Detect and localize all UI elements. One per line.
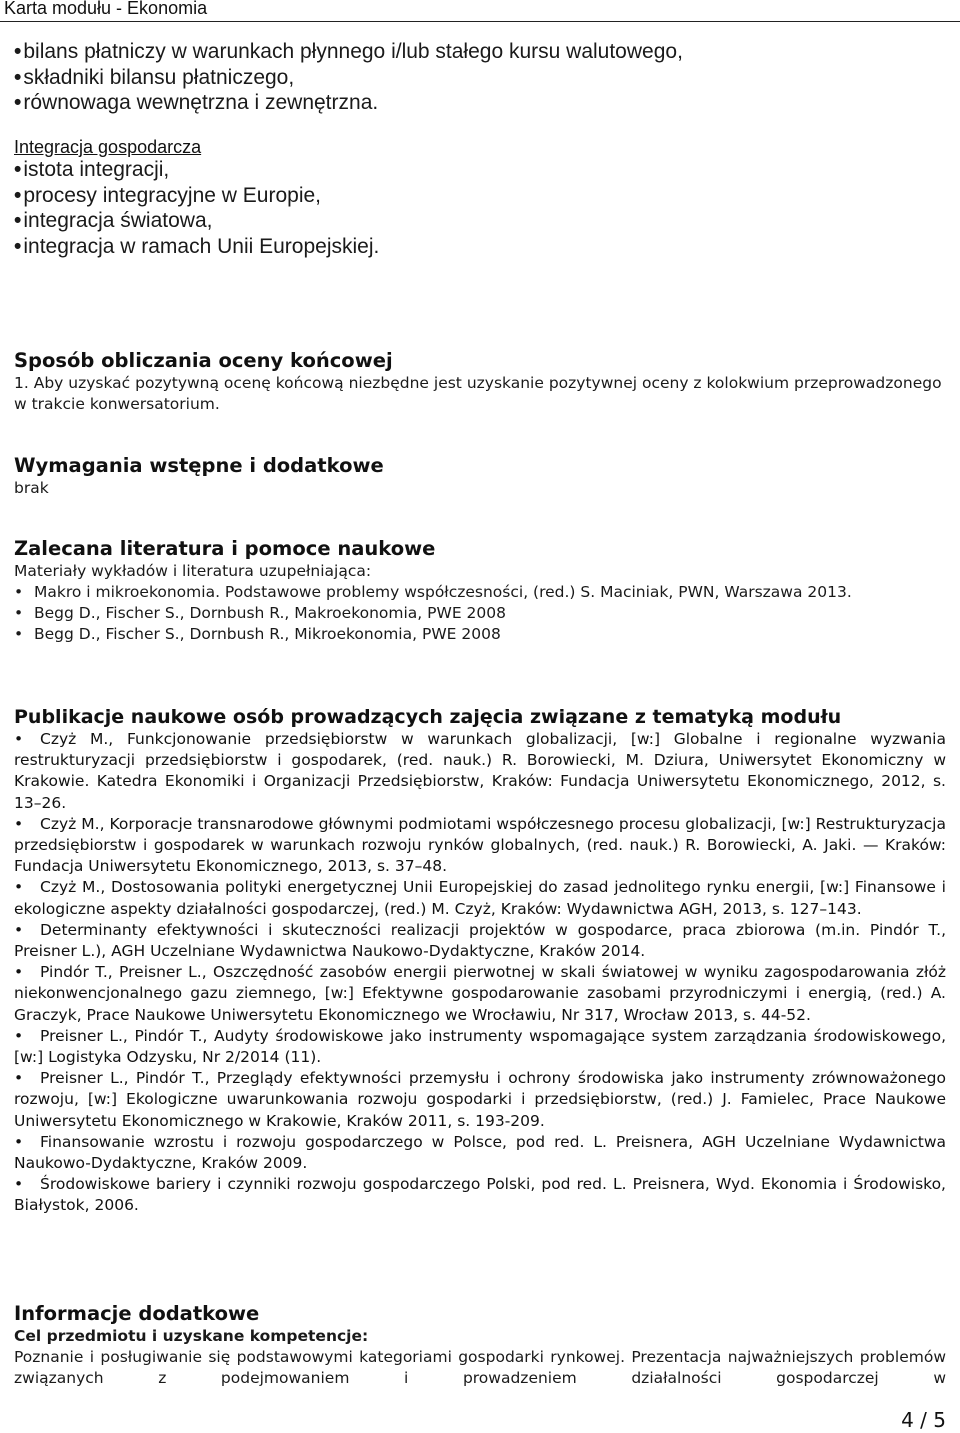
requirements-text: brak (14, 479, 49, 497)
integration-list (14, 157, 946, 259)
list-item: • bilans płatniczy w warunkach płynnego i/lub stałego kursu walutowego, (14, 39, 946, 65)
list-item: • równowaga wewnętrzna i zewnętrzna. (14, 90, 946, 116)
list-item: • Begg D., Fischer S., Dornbush R., Makroekonomia, PWE 2008 (14, 604, 507, 622)
list-item: • Pindór T., Preisner L., Oszczędność zasobów energii pierwotnej w skali światowej w wyniku zagospodarowania złóż niekonwencjonalnego gazu ziemnego, [w:] Efektywne gospodarowanie zasobami przyrodniczymi i energią, (red.) A. Graczyk, Prace Naukowe Uniwersytetu Ekonomicznego we Wrocławiu, Nr 317, Wrocław 2013, s. 44-52. (14, 963, 946, 1024)
intro-list (14, 39, 946, 116)
list-item: • procesy integracyjne w Europie, (14, 183, 946, 209)
requirements-section (14, 454, 946, 499)
literature-list (14, 582, 946, 645)
list-item: • Środowiskowe bariery i czynniki rozwoju gospodarczego Polski, pod red. L. Preisnera, Wyd. Ekonomia i Środowisko, Białystok, 2006. (14, 1175, 946, 1215)
additional-text: Poznanie i posługiwanie się podstawowymi kategoriami gospodarki rynkowej. Prezentacja najważniejszych problemów związanych z podejmowaniem i prowadzeniem działalności gospodarczej w (14, 1348, 946, 1387)
list-item: • Finansowanie wzrostu i rozwoju gospodarczego w Polsce, pod red. L. Preisnera, AGH Uczelniane Wydawnictwa Naukowo-Dydaktyczne, Kraków 2009. (14, 1132, 946, 1173)
list-item: • Determinanty efektywności i skuteczności realizacji projektów w gospodarce, praca zbiorowa (m.in. Pindór T., Preisner L.), AGH Uczelniane Wydawnictwa Naukowo-Dydaktyczne, Kraków 2014. (14, 920, 946, 961)
publications-section (14, 705, 946, 1217)
grading-heading: Sposób obliczania oceny końcowej (14, 349, 393, 372)
literature-intro: Materiały wykładów i literatura uzupełniająca: (14, 562, 372, 580)
literature-section (14, 537, 946, 645)
list-item: • Czyż M., Korporacje transnarodowe głównymi podmiotami współczesnego procesu globalizacji, [w:] Restrukturyzacja przedsiębiorstw i gospodarek w warunkach rozwoju rynków globalnych, (red. nauk.) R. Borowiecki, A. Jaki. — Kraków: Fundacja Uniwersytetu Ekonomicznego, 2013, s. 37–48. (14, 814, 946, 876)
grading-section (14, 349, 946, 415)
list-item: • integracja w ramach Unii Europejskiej. (14, 234, 946, 260)
page-header (0, 0, 960, 22)
header-title: Karta modułu - Ekonomia (4, 0, 208, 18)
requirements-heading: Wymagania wstępne i dodatkowe (14, 454, 384, 477)
list-item: • Makro i mikroekonomia. Podstawowe problemy współczesności, (red.) S. Maciniak, PWN, Warszawa 2013. (14, 583, 852, 601)
list-item: • integracja światowa, (14, 208, 946, 234)
list-item: • Preisner L., Pindór T., Przeglądy efektywności przemysłu i ochrony środowiska jako instrumenty zrównoważonego rozwoju, [w:] Ekologiczne uwarunkowania rozwoju gospodarki i przedsiębiorstw, (red.) J. Famielec, Prace Naukowe Uniwersytetu Ekonomicznego w Krakowie, Kraków 2011, s. 193-209. (14, 1069, 946, 1130)
list-item: • składniki bilansu płatniczego, (14, 65, 946, 91)
list-item: • istota integracji, (14, 157, 946, 183)
list-item: • Preisner L., Pindór T., Audyty środowiskowe jako instrumenty wspomagające system zarządzania środowiskowego, [w:] Logistyka Odzysku, Nr 2/2014 (11). (14, 1026, 946, 1067)
integration-heading: Integracja gospodarcza (14, 137, 202, 157)
additional-subheading: Cel przedmiotu i uzyskane kompetencje: (14, 1327, 369, 1345)
list-item: • Begg D., Fischer S., Dornbush R., Mikroekonomia, PWE 2008 (14, 625, 501, 643)
list-item: • Czyż M., Funkcjonowanie przedsiębiorstw w warunkach globalizacji, [w:] Globalne i regionalne wyzwania restrukturyzacji przedsiębiorstw i gospodarek, (red. nauk.) R. Borowiecki, M. Dziura, Uniwersytet Ekonomiczny w Krakowie. Katedra Ekonomiki i Organizacji Przedsiębiorstw, Kraków: Fundacja Uniwersytetu Ekonomicznego, 2012, s. 13–26. (14, 730, 946, 812)
publications-heading: Publikacje naukowe osób prowadzących zajęcia związane z tematyką modułu (14, 706, 842, 728)
publications-list (14, 729, 946, 1217)
list-item: • Czyż M., Dostosowania polityki energetycznej Unii Europejskiej do zasad jednolitego rynku energii, [w:] Finansowe i ekologiczne aspekty działalności gospodarczej, (red.) M. Czyż, Kraków: Wydawnictwa AGH, 2013, s. 127–143. (14, 878, 946, 918)
page-number: 4 / 5 (901, 1408, 946, 1432)
grading-text: 1. Aby uzyskać pozytywną ocenę końcową niezbędne jest uzyskanie pozytywnej oceny z kolokwium przeprowadzonego w trakcie konwersatorium. (14, 374, 942, 413)
additional-heading: Informacje dodatkowe (14, 1302, 260, 1325)
additional-section (14, 1302, 946, 1389)
literature-heading: Zalecana literatura i pomoce naukowe (14, 537, 436, 560)
